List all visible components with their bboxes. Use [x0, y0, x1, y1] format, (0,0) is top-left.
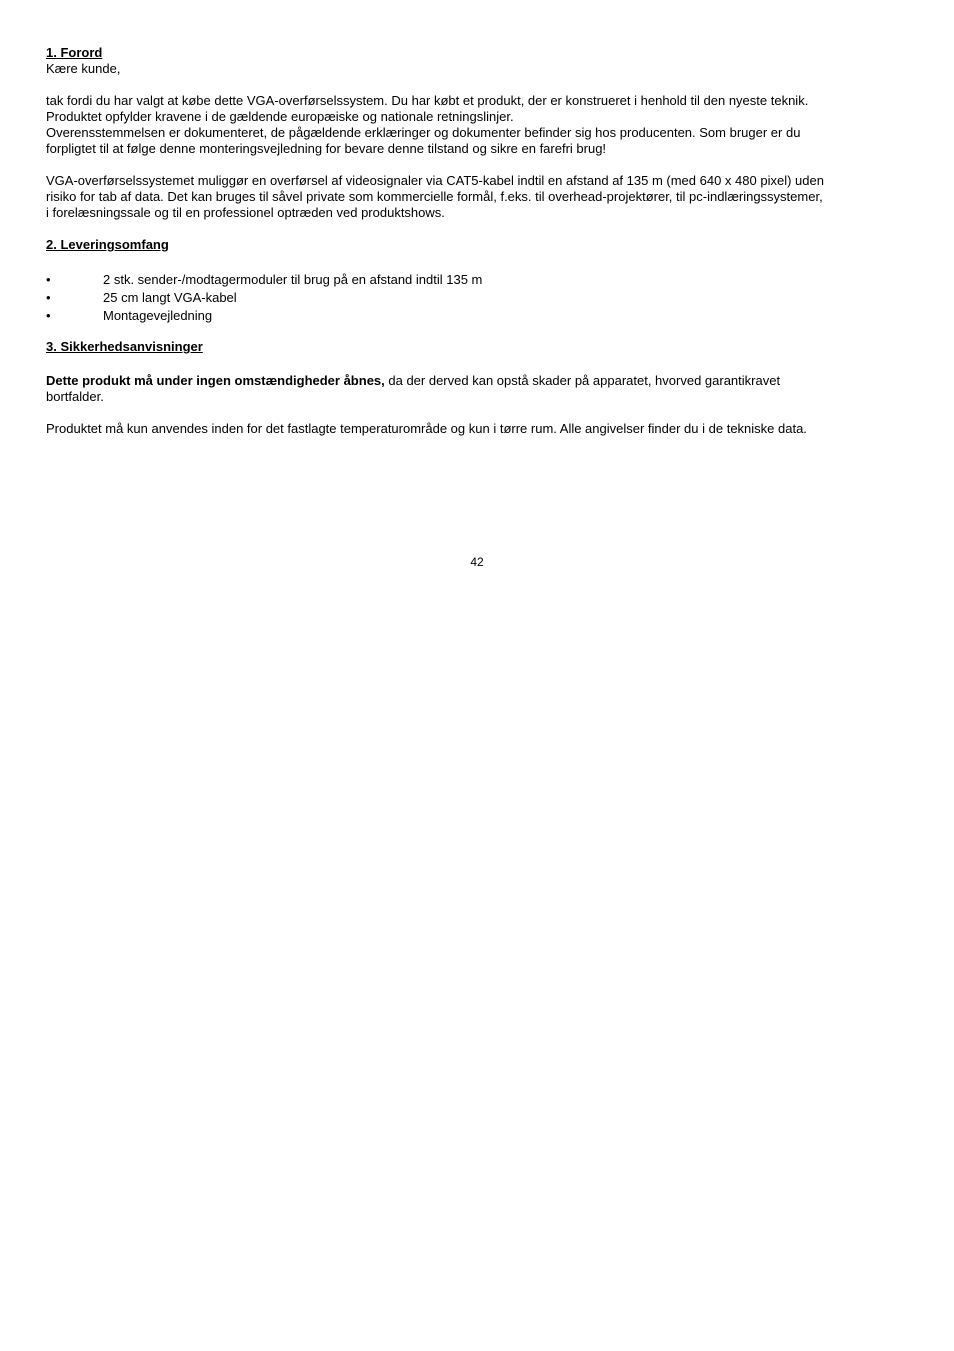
- text-line: forpligtet til at følge denne monteringsvejledning for bevare denne tilstand og sikre en farefri brug!: [46, 141, 607, 156]
- bullet-icon: •: [46, 308, 51, 323]
- warning-text: da der derved kan opstå skader på apparatet, hvorved garantikravet: [384, 373, 781, 388]
- spacer: [46, 221, 914, 237]
- text-line: Overensstemmelsen er dokumenteret, de pågældende erklæringer og dokumenter befinder sig hos producenten. Som bruger er du: [46, 125, 801, 140]
- section-heading-leveringsomfang: 2. Leveringsomfang: [46, 237, 169, 252]
- list-item: [46, 271, 914, 289]
- description-paragraph: [46, 173, 914, 221]
- warning-bold-text: Dette produkt må under ingen omstændigheder åbnes,: [46, 373, 385, 388]
- list-item: [46, 307, 914, 325]
- intro-paragraph: [46, 93, 914, 157]
- spacer: [46, 355, 914, 373]
- document-page: [46, 45, 914, 437]
- text-line: Produktet opfylder kravene i de gældende europæiske og nationale retningslinjer.: [46, 109, 514, 124]
- list-item-label: 25 cm langt VGA-kabel: [103, 290, 237, 305]
- text-line: VGA-overførselssystemet muliggør en overførsel af videosignaler via CAT5-kabel indtil en afstand af 135 m (med 640 x 480 pixel) uden: [46, 173, 824, 188]
- section-heading-sikkerhed: 3. Sikkerhedsanvisninger: [46, 339, 203, 354]
- text-line: [46, 373, 914, 389]
- delivery-list: [46, 271, 914, 325]
- spacer: [46, 253, 914, 271]
- text-line: risiko for tab af data. Det kan bruges til såvel private som kommercielle formål, f.eks. til overhead-projektører, til pc-indlæringssystemer,: [46, 189, 823, 204]
- text-line: tak fordi du har valgt at købe dette VGA-overførselssystem. Du har købt et produkt, der er konstrueret i henhold til den nyeste teknik.: [46, 93, 809, 108]
- page-number: 42: [470, 555, 484, 569]
- spacer: [46, 157, 914, 173]
- text-line: bortfalder.: [46, 389, 104, 404]
- text-line: i forelæsningssale og til en professionel optræden ved produktshows.: [46, 205, 445, 220]
- section-heading-forord: 1. Forord: [46, 45, 103, 60]
- safety-warning: [46, 373, 914, 405]
- spacer: [46, 325, 914, 339]
- list-item-label: Montagevejledning: [103, 308, 213, 323]
- greeting: Kære kunde,: [46, 61, 121, 76]
- list-item: [46, 289, 914, 307]
- bullet-icon: •: [46, 290, 51, 305]
- spacer: [46, 77, 914, 93]
- spacer: [46, 405, 914, 421]
- bullet-icon: •: [46, 272, 51, 287]
- list-item-label: 2 stk. sender-/modtagermoduler til brug på en afstand indtil 135 m: [103, 272, 483, 287]
- usage-paragraph: Produktet må kun anvendes inden for det fastlagte temperaturområde og kun i tørre rum. Alle angivelser finder du i de tekniske data.: [46, 421, 807, 436]
